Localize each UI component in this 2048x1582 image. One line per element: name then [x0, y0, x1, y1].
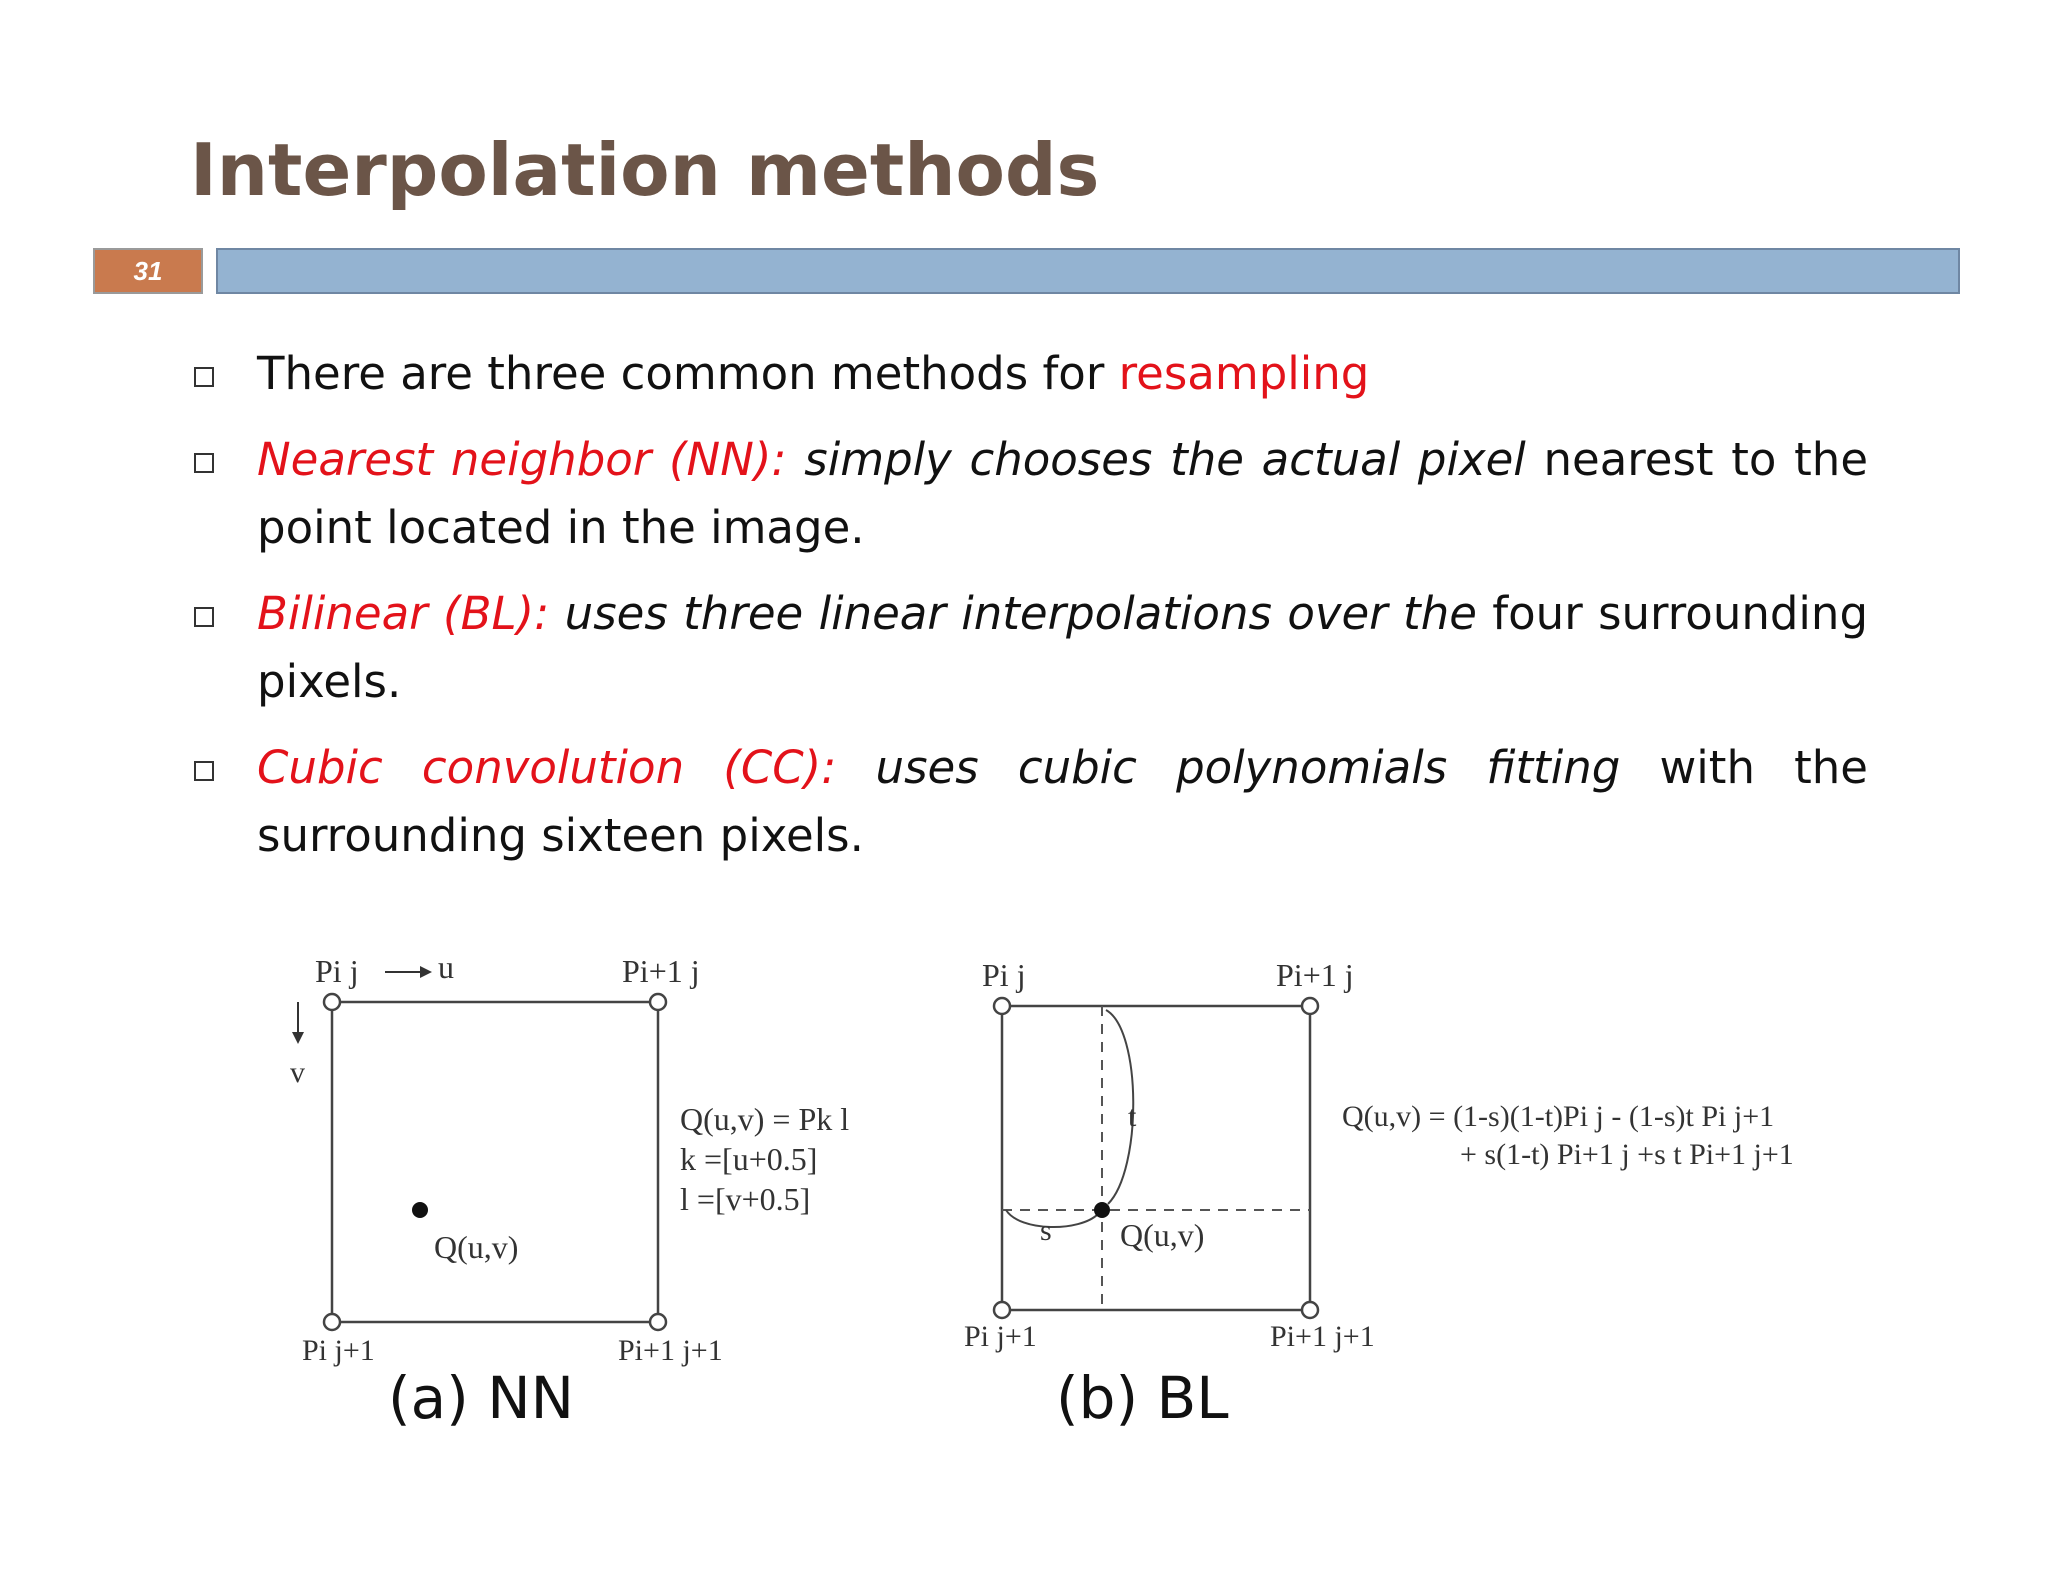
bl-label-pij1: Pi j+1 [964, 1320, 1037, 1353]
bl-formula-line: Q(u,v) = (1-s)(1-t)Pi j - (1-s)t Pi j+1 [1342, 1100, 1775, 1133]
bl-corner-node [1302, 1302, 1318, 1318]
bullet-term: Cubic convolution (CC): [257, 741, 837, 794]
bl-label-pi1j: Pi+1 j [1276, 957, 1354, 993]
bullet-term: Nearest neighbor (NN): [257, 433, 787, 486]
bl-corner-node [1302, 998, 1318, 1014]
nn-query-point [412, 1202, 428, 1218]
bl-formula-line: + s(1-t) Pi+1 j +s t Pi+1 j+1 [1460, 1138, 1794, 1171]
bullet-item [190, 340, 1868, 408]
bullet-text: with the surrounding sixteen pixels. [257, 741, 1868, 862]
bullet-text: There are three common methods for [257, 347, 1119, 400]
nn-axis-v: v [290, 1056, 305, 1089]
nn-label-pi1j: Pi+1 j [622, 953, 700, 989]
bullet-list [190, 340, 1868, 888]
nn-label-pi1j1: Pi+1 j+1 [618, 1334, 723, 1367]
bullet-term: Bilinear (BL): [257, 587, 550, 640]
square-bullet-icon [194, 453, 214, 473]
bullet-highlight: resampling [1118, 347, 1370, 400]
square-bullet-icon [194, 607, 214, 627]
bl-caption: (b) BL [1056, 1364, 1229, 1432]
nn-corner-node [324, 1314, 340, 1330]
bullet-text: nearest to the point located in the image. [257, 433, 1868, 554]
nn-label-pij1: Pi j+1 [302, 1334, 375, 1367]
bl-label-pij: Pi j [982, 957, 1026, 993]
arrow-down-icon [292, 1032, 304, 1044]
nn-formula-line: Q(u,v) = Pk l [680, 1101, 850, 1137]
header-bar [216, 248, 1960, 294]
interpolation-figure [230, 920, 1870, 1480]
nn-axis-u: u [438, 949, 454, 985]
bullet-item [190, 580, 1868, 716]
bullet-text: four surrounding pixels. [257, 587, 1869, 708]
bl-label-s: s [1040, 1214, 1052, 1247]
bullet-text: simply chooses the actual pixel [786, 433, 1526, 486]
bullet-item [190, 426, 1868, 562]
slide-title: Interpolation methods [190, 128, 1100, 212]
nn-label-pij: Pi j [315, 953, 359, 989]
nn-pixel-square [332, 1002, 658, 1322]
bl-label-t: t [1128, 1100, 1137, 1133]
square-bullet-icon [194, 761, 214, 781]
nn-corner-node [650, 1314, 666, 1330]
nn-formula-line: l =[v+0.5] [680, 1181, 811, 1217]
bullet-text: uses cubic polynomials fitting [836, 741, 1621, 794]
nn-diagram [290, 949, 849, 1432]
slide-number: 31 [93, 248, 203, 294]
bl-corner-node [994, 1302, 1010, 1318]
square-bullet-icon [194, 367, 214, 387]
bl-corner-node [994, 998, 1010, 1014]
arrow-right-icon [420, 966, 432, 978]
bl-diagram [964, 957, 1794, 1432]
nn-caption: (a) NN [388, 1364, 575, 1432]
nn-formula-line: k =[u+0.5] [680, 1141, 818, 1177]
nn-point-label: Q(u,v) [434, 1229, 519, 1265]
nn-corner-node [650, 994, 666, 1010]
bl-pixel-square [1002, 1006, 1310, 1310]
bullet-item [190, 734, 1868, 870]
bullet-text: uses three linear interpolations over the [549, 587, 1477, 640]
bl-s-brace [1006, 1210, 1098, 1227]
bl-point-label: Q(u,v) [1120, 1217, 1205, 1253]
nn-corner-node [324, 994, 340, 1010]
bl-label-pi1j1: Pi+1 j+1 [1270, 1320, 1375, 1353]
interpolation-diagram [230, 920, 1870, 1480]
bl-query-point [1094, 1202, 1110, 1218]
